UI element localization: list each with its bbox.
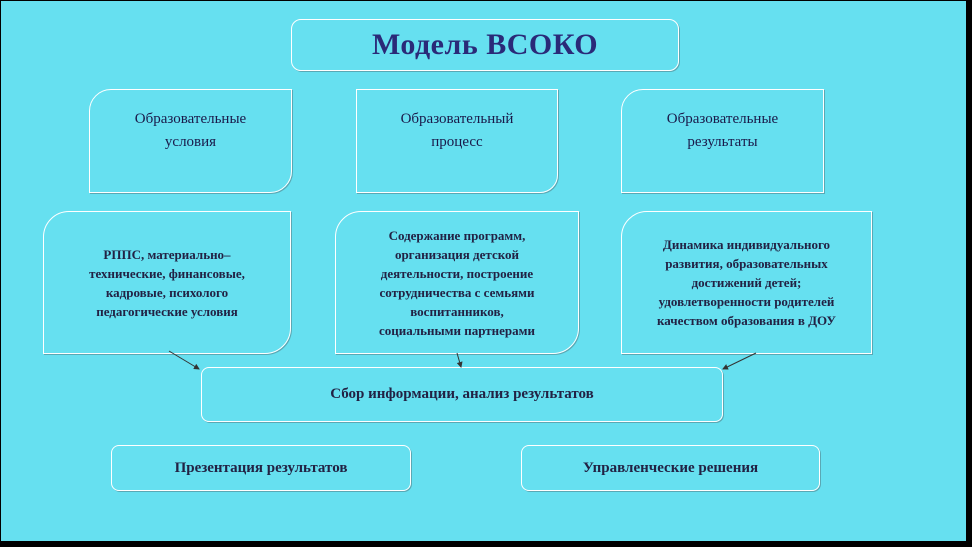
- header-results-text: Образовательные результаты: [666, 111, 779, 150]
- output-presentation-text: Презентация результатов: [174, 459, 348, 476]
- header-process-text: Образовательный процесс: [400, 111, 514, 150]
- connector-arrows: [1, 1, 973, 548]
- detail-results-text: Динамика индивидуального развития, образовательных достижений детей; удовлетворенности родителей качеством образования в ДОУ: [657, 237, 836, 328]
- detail-process-text: Содержание программ, организация детской деятельности, построение сотрудничества с семьями воспитанников, социальными партнерами: [378, 228, 536, 338]
- diagram-title-text: Модель ВСОКО: [371, 28, 599, 61]
- header-conditions-text: Образовательные условия: [134, 111, 247, 150]
- arrow-conditions-to-collection: [169, 351, 199, 369]
- arrow-process-to-collection: [457, 353, 461, 367]
- detail-conditions-text: РППС, материально– технические, финансовые, кадровые, психолого педагогические условия: [89, 246, 245, 319]
- output-decisions-text: Управленческие решения: [582, 459, 759, 476]
- arrow-results-to-collection: [723, 353, 756, 369]
- collection-text: Сбор информации, анализ результатов: [330, 386, 594, 402]
